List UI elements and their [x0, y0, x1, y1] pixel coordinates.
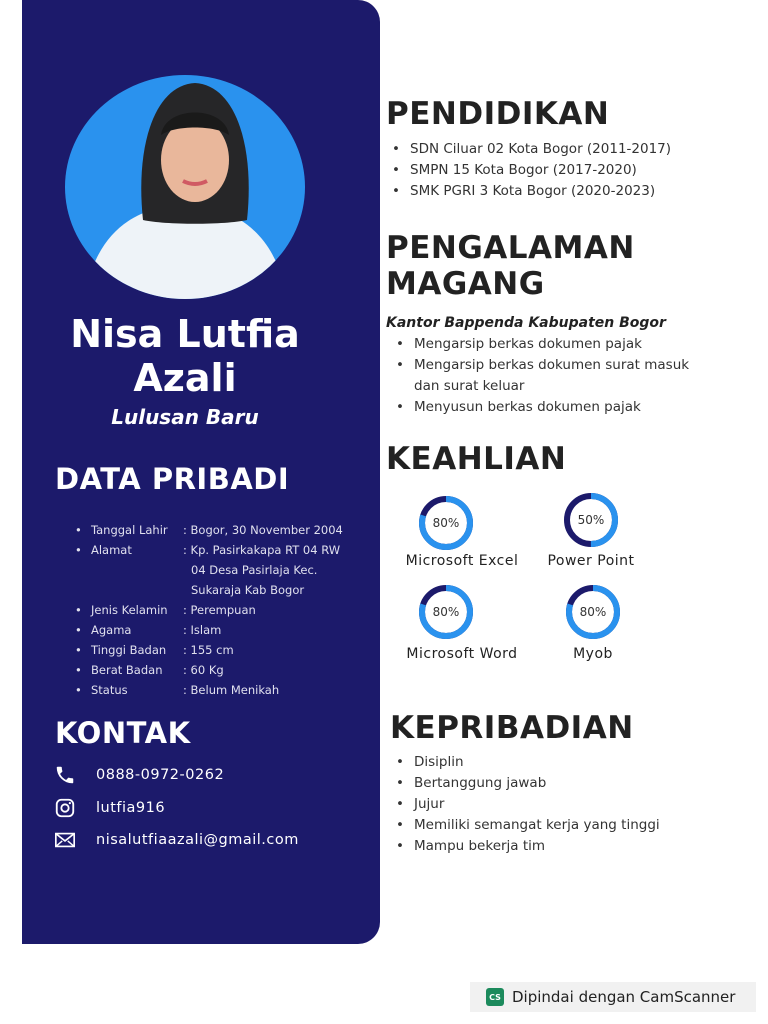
field-value: : 60 Kg	[183, 663, 224, 677]
field-value: : Belum Menikah	[183, 683, 280, 697]
field-key: Alamat	[91, 543, 132, 557]
list-item: • Tinggi Badan : 155 cm	[75, 640, 358, 660]
camscanner-label: Dipindai dengan CamScanner	[512, 988, 736, 1006]
skill-ring	[562, 491, 620, 549]
skill-name: Microsoft Word	[406, 646, 518, 662]
data-pribadi-heading: DATA PRIBADI	[55, 462, 290, 496]
data-pribadi-list	[75, 520, 358, 700]
list-item: • Mengarsip berkas dokumen surat masuk	[396, 357, 690, 373]
phone-text: 0888-0972-0262	[96, 767, 225, 783]
list-item: • Mampu bekerja tim	[396, 838, 546, 854]
list-item: • Bertanggung jawab	[396, 775, 547, 791]
field-key: Agama	[91, 623, 132, 637]
magang-company: Kantor Bappenda Kabupaten Bogor	[386, 315, 666, 331]
instagram-text: lutfia916	[96, 800, 166, 816]
contact-instagram[interactable]	[52, 795, 165, 821]
magang-heading	[386, 230, 635, 302]
instagram-icon	[52, 795, 78, 821]
profile-photo	[65, 75, 305, 299]
field-value: : Kp. Pasirkakapa RT 04 RW	[183, 543, 341, 557]
list-item: • Jenis Kelamin : Perempuan	[75, 600, 358, 620]
list-item: • Tanggal Lahir : Bogor, 30 November 2004	[75, 520, 358, 540]
field-value: : 155 cm	[183, 643, 234, 657]
list-item: • SMPN 15 Kota Bogor (2017-2020)	[392, 162, 637, 178]
skill-percent: 80%	[432, 516, 460, 530]
pendidikan-heading: PENDIDIKAN	[386, 96, 610, 132]
list-item: • SDN Ciluar 02 Kota Bogor (2011-2017)	[392, 141, 672, 157]
field-value-cont: Sukaraja Kab Bogor	[191, 583, 305, 597]
skill-ring	[417, 494, 475, 552]
magang-heading-line-1: PENGALAMAN	[386, 230, 635, 266]
field-key: Status	[91, 683, 128, 697]
magang-heading-line-2: MAGANG	[386, 266, 545, 302]
skill-name: Microsoft Excel	[405, 553, 519, 569]
mail-icon	[52, 827, 78, 853]
kepribadian-heading: KEPRIBADIAN	[390, 710, 634, 746]
list-item: • Mengarsip berkas dokumen pajak	[396, 336, 642, 352]
list-item: • Alamat : Kp. Pasirkakapa RT 04 RW 04 Desa Pasirlaja Kec. Sukaraja Kab Bogor	[75, 540, 358, 600]
list-item: • Status : Belum Menikah	[75, 680, 358, 700]
contact-email[interactable]	[52, 827, 299, 853]
field-value: : Perempuan	[183, 603, 256, 617]
pendidikan-list	[392, 139, 671, 202]
list-item: • Memiliki semangat kerja yang tinggi	[396, 817, 660, 833]
phone-icon	[52, 762, 78, 788]
kontak-heading: KONTAK	[55, 716, 191, 750]
list-item: • SMK PGRI 3 Kota Bogor (2020-2023)	[392, 183, 656, 199]
name-line-1: Nisa Lutfia	[70, 312, 300, 356]
profile-name	[22, 312, 348, 400]
list-item: • Menyusun berkas dokumen pajak	[396, 399, 641, 415]
field-value-cont: 04 Desa Pasirlaja Kec.	[191, 563, 318, 577]
skill-percent: 50%	[577, 513, 605, 527]
list-item: • Jujur	[396, 796, 445, 812]
field-key: Jenis Kelamin	[91, 603, 168, 617]
field-value: : Islam	[183, 623, 222, 637]
skill-percent: 80%	[579, 605, 607, 619]
keahlian-heading: KEAHLIAN	[386, 441, 567, 477]
list-item: • Disiplin	[396, 754, 464, 770]
field-value: : Bogor, 30 November 2004	[183, 523, 343, 537]
name-line-2: Azali	[133, 356, 237, 400]
skill-ring	[417, 583, 475, 641]
kepribadian-list	[396, 752, 660, 857]
list-item: • Berat Badan : 60 Kg	[75, 660, 358, 680]
field-key: Berat Badan	[91, 663, 163, 677]
list-item: • Agama : Islam	[75, 620, 358, 640]
skill-percent: 80%	[432, 605, 460, 619]
magang-list	[396, 334, 689, 418]
contact-phone[interactable]	[52, 762, 224, 788]
list-item: dan surat keluar	[414, 378, 525, 394]
skill-name: Myob	[573, 646, 613, 662]
skill-ring	[564, 583, 622, 641]
field-key: Tinggi Badan	[91, 643, 167, 657]
camscanner-logo: CS	[486, 988, 504, 1006]
email-text: nisalutfiaazali@gmail.com	[96, 832, 299, 848]
profile-role: Lulusan Baru	[111, 405, 259, 429]
camscanner-watermark	[470, 982, 756, 1012]
field-key: Tanggal Lahir	[91, 523, 168, 537]
skill-name: Power Point	[547, 553, 635, 569]
